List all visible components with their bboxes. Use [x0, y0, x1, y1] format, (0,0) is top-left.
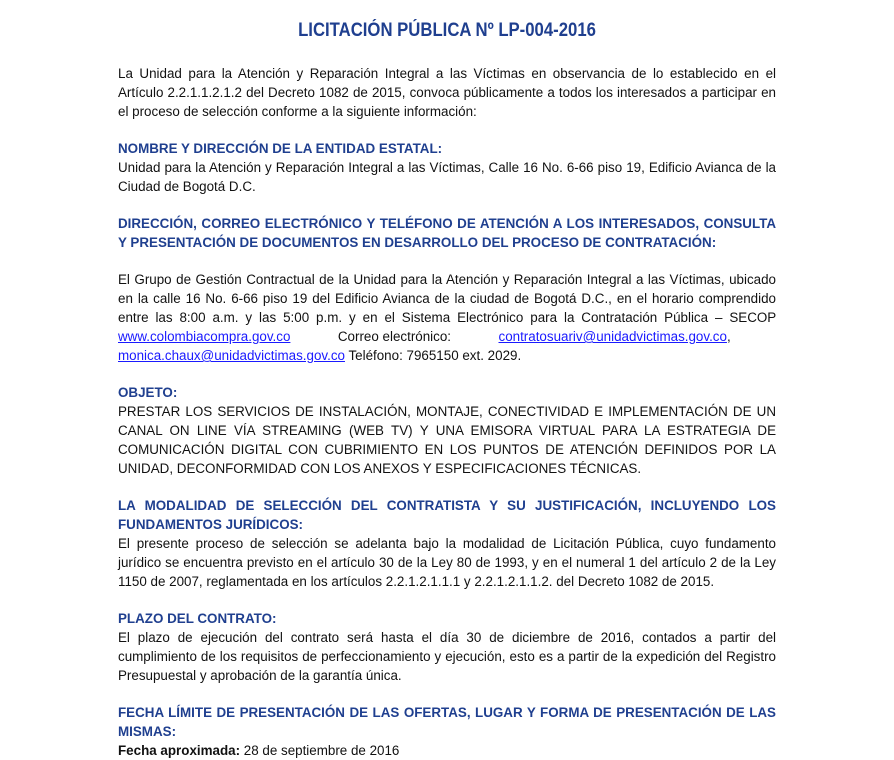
phone-text: Teléfono: 7965150 ext. 2029.: [344, 348, 522, 363]
document-body: [118, 64, 776, 760]
paragraph-contacto: [118, 270, 776, 365]
heading-plazo: PLAZO DEL CONTRATO:: [118, 611, 277, 626]
paragraph-objeto: PRESTAR LOS SERVICIOS DE INSTALACIÓN, MONTAJE, CONECTIVIDAD E IMPLEMENTACIÓN DE UN CANAL ON LINE VÍA STREAMING (WEB TV) Y UNA EMISORA VIRTUAL PARA LA ESTRATEGIA DE COMUNICACIÓN DIGITAL CON CUBRIMIENTO EN LOS PUNTOS DE ATENCIÓN DEFINIDOS POR LA UNIDAD, DECONFORMIDAD CON LOS ANEXOS Y ESPECIFICACIONES TÉCNICAS.: [118, 404, 776, 476]
heading-objeto: OBJETO:: [118, 385, 178, 400]
document-title: LICITACIÓN PÚBLICA Nº LP-004-2016: [298, 20, 596, 41]
heading-entidad: NOMBRE Y DIRECCIÓN DE LA ENTIDAD ESTATAL:: [118, 141, 443, 156]
contacto-text: El Grupo de Gestión Contractual de la Unidad para la Atención y Reparación Integral a las Víctimas, ubicado en la calle 16 No. 6-66 piso 19 del Edificio Avianca de la ciudad de Bogotá D.C., en el horario comprendido entre las 8:00 a.m. y las 5:00 p.m. y en el Sistema Electrónico para la Contratación Pública – SECOP: [118, 272, 776, 325]
paragraph-fecha: [118, 741, 776, 760]
heading-contacto: DIRECCIÓN, CORREO ELECTRÓNICO Y TELÉFONO DE ATENCIÓN A LOS INTERESADOS, CONSULTA Y PRESENTACIÓN DE DOCUMENTOS EN DESARROLLO DEL PROCESO DE CONTRATACIÓN:: [118, 216, 776, 250]
intro-paragraph: La Unidad para la Atención y Reparación Integral a las Víctimas en observancia de lo establecido en el Artículo 2.2.1.1.2.1.2 del Decreto 1082 de 2015, convoca públicamente a todos los interesados a participar en el proceso de selección conforme a la siguiente información:: [118, 66, 776, 119]
paragraph-modalidad: El presente proceso de selección se adelanta bajo la modalidad de Licitación Pública, cuyo fundamento jurídico se encuentra previsto en el artículo 30 de la Ley 80 de 1993, y en el numeral 1 del artículo 2 de la Ley 1150 de 2007, reglamentada en los artículos 2.2.1.2.1.1.1 y 2.2.1.2.1.1.2. del Decreto 1082 de 2015.: [118, 536, 776, 589]
email-label: Correo electrónico:: [337, 329, 452, 344]
email-link-contratos[interactable]: contratosuariv@unidadvictimas.gov.co: [498, 329, 727, 344]
email-link-monica[interactable]: monica.chaux@unidadvictimas.gov.co: [118, 348, 345, 363]
paragraph-entidad: Unidad para la Atención y Reparación Integral a las Víctimas, Calle 16 No. 6-66 piso 19, Edificio Avianca de la Ciudad de Bogotá D.C.: [118, 160, 776, 194]
secop-link[interactable]: www.colombiacompra.gov.co: [118, 329, 291, 344]
email-separator: ,: [726, 329, 731, 344]
fecha-value: 28 de septiembre de 2016: [240, 743, 400, 758]
heading-fecha: FECHA LÍMITE DE PRESENTACIÓN DE LAS OFERTAS, LUGAR Y FORMA DE PRESENTACIÓN DE LAS MISMAS:: [118, 705, 776, 739]
fecha-label: Fecha aproximada:: [118, 743, 241, 758]
paragraph-plazo: El plazo de ejecución del contrato será hasta el día 30 de diciembre de 2016, contados a partir del cumplimiento de los requisitos de perfeccionamiento y ejecución, esto es a partir de la expedición del Registro Presupuestal y aprobación de la garantía única.: [118, 630, 776, 683]
heading-modalidad: LA MODALIDAD DE SELECCIÓN DEL CONTRATISTA Y SU JUSTIFICACIÓN, INCLUYENDO LOS FUNDAMENTOS JURÍDICOS:: [118, 498, 776, 532]
